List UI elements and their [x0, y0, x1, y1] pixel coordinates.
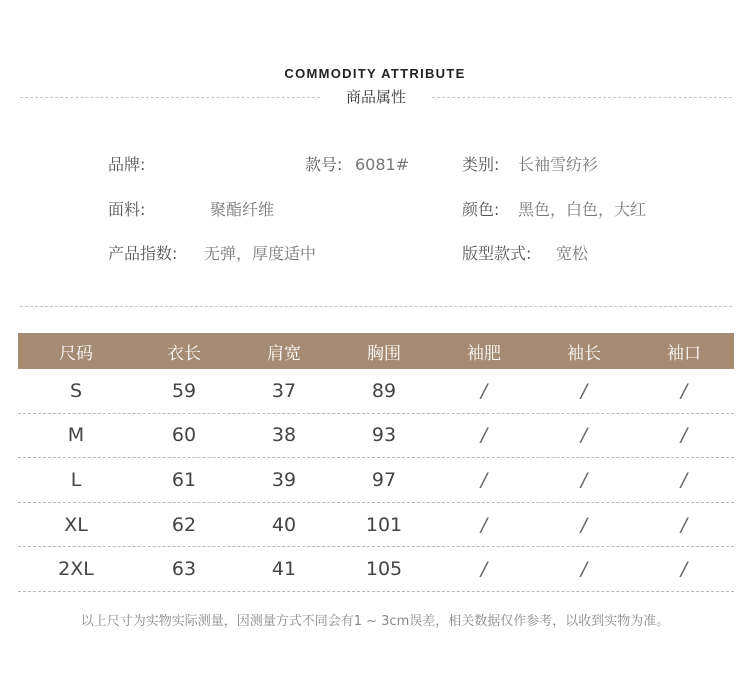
- size-table-header: [18, 333, 734, 369]
- header-cuff: 袖口: [667, 343, 701, 364]
- color-value: 黑色，白色，大红: [518, 200, 647, 219]
- cell-shoulder: 38: [271, 424, 297, 447]
- title-divider-row: [20, 87, 732, 107]
- table-row: [18, 458, 734, 503]
- table-row: [18, 414, 734, 459]
- cell-shoulder: 40: [271, 513, 297, 536]
- size-table: [18, 333, 734, 592]
- commodity-attribute-heading: COMMODITY ATTRIBUTE: [284, 66, 466, 81]
- header-sleeve-width: 袖肥: [467, 343, 501, 364]
- product-index-value: 无弹，厚度适中: [204, 244, 317, 263]
- cell-shoulder: 39: [271, 468, 297, 491]
- product-index-label: 产品指数:: [108, 244, 178, 263]
- color-label: 颜色:: [462, 200, 500, 219]
- cell-length: 59: [171, 379, 197, 402]
- cell-sleeve-length: /: [580, 558, 588, 581]
- cell-sleeve-length: /: [580, 468, 588, 491]
- cell-bust: 89: [371, 379, 397, 402]
- cell-size: M: [67, 424, 85, 447]
- fit-value: 宽松: [556, 244, 589, 263]
- cell-sleeve-length: /: [580, 424, 588, 447]
- cell-size: 2XL: [58, 558, 94, 581]
- cell-length: 62: [171, 513, 197, 536]
- cell-size: L: [70, 468, 82, 491]
- style-number-value: 6081#: [355, 155, 410, 174]
- cell-cuff: /: [680, 558, 688, 581]
- cell-bust: 97: [371, 468, 397, 491]
- table-row: [18, 547, 734, 592]
- fabric-label: 面料:: [108, 200, 146, 219]
- cell-size: S: [69, 379, 83, 402]
- fit-label: 版型款式:: [462, 244, 532, 263]
- cell-sleeve-width: /: [480, 468, 488, 491]
- cell-shoulder: 41: [271, 558, 297, 581]
- header-length: 衣长: [167, 343, 201, 364]
- cell-cuff: /: [680, 513, 688, 536]
- header-size: 尺码: [59, 343, 93, 364]
- header-bust: 胸围: [367, 343, 401, 364]
- cell-sleeve-length: /: [580, 379, 588, 402]
- cell-length: 63: [171, 558, 197, 581]
- fabric-value: 聚酯纤维: [210, 200, 275, 219]
- cell-cuff: /: [680, 379, 688, 402]
- header-sleeve-length: 袖长: [567, 343, 601, 364]
- cell-length: 60: [171, 424, 197, 447]
- cell-size: XL: [64, 513, 88, 536]
- brand-label: 品牌:: [108, 155, 146, 174]
- cell-sleeve-width: /: [480, 379, 488, 402]
- product-attributes-title: 商品属性: [345, 88, 406, 106]
- cell-sleeve-width: /: [480, 424, 488, 447]
- cell-sleeve-width: /: [480, 558, 488, 581]
- cell-bust: 101: [365, 513, 403, 536]
- cell-shoulder: 37: [271, 379, 297, 402]
- category-value: 长袖雪纺衫: [518, 155, 599, 174]
- table-row: [18, 503, 734, 548]
- section-divider: [20, 306, 732, 307]
- cell-length: 61: [171, 468, 197, 491]
- category-label: 类别:: [462, 155, 500, 174]
- cell-sleeve-length: /: [580, 513, 588, 536]
- cell-cuff: /: [680, 424, 688, 447]
- cell-cuff: /: [680, 468, 688, 491]
- cell-bust: 93: [371, 424, 397, 447]
- style-number-label: 款号:: [305, 155, 343, 174]
- header-shoulder: 肩宽: [267, 343, 301, 364]
- cell-bust: 105: [365, 558, 403, 581]
- cell-sleeve-width: /: [480, 513, 488, 536]
- measurement-note: 以上尺寸为实物实际测量，因测量方式不同会有1 ~ 3cm误差，相关数据仅作参考，以收到实物为准。: [80, 614, 670, 629]
- table-row: [18, 369, 734, 414]
